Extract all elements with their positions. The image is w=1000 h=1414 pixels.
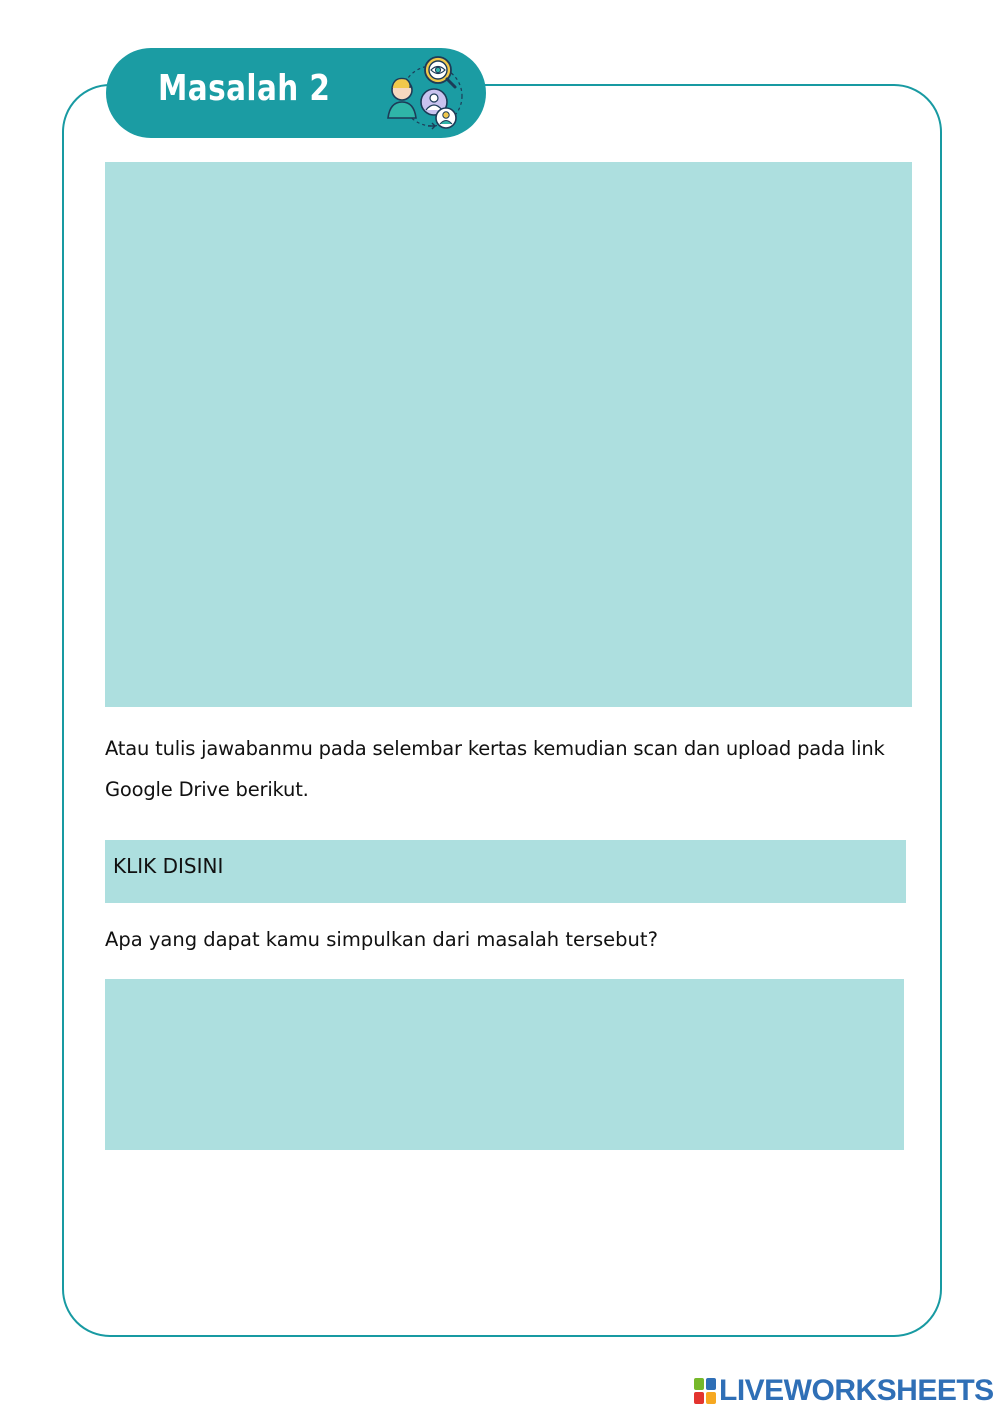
answer-area-main[interactable] [105,162,912,707]
page-title: Masalah 2 [158,68,331,109]
title-tab [106,48,486,138]
link-button-label: KLIK DISINI [113,854,224,878]
analysis-people-magnifier-icon [382,52,468,134]
instruction-text: Atau tulis jawabanmu pada selembar kertas kemudian scan dan upload pada link Google Drive berikut. [105,737,885,801]
conclusion-question: Apa yang dapat kamu simpulkan dari masalah tersebut? [105,928,658,951]
footer-brand [694,1374,994,1408]
liveworksheets-logo-icon [694,1378,716,1404]
brand-name: LIVEWORKSHEETS [719,1374,994,1407]
google-drive-link-button[interactable] [105,840,906,903]
answer-area-conclusion[interactable] [105,979,904,1150]
